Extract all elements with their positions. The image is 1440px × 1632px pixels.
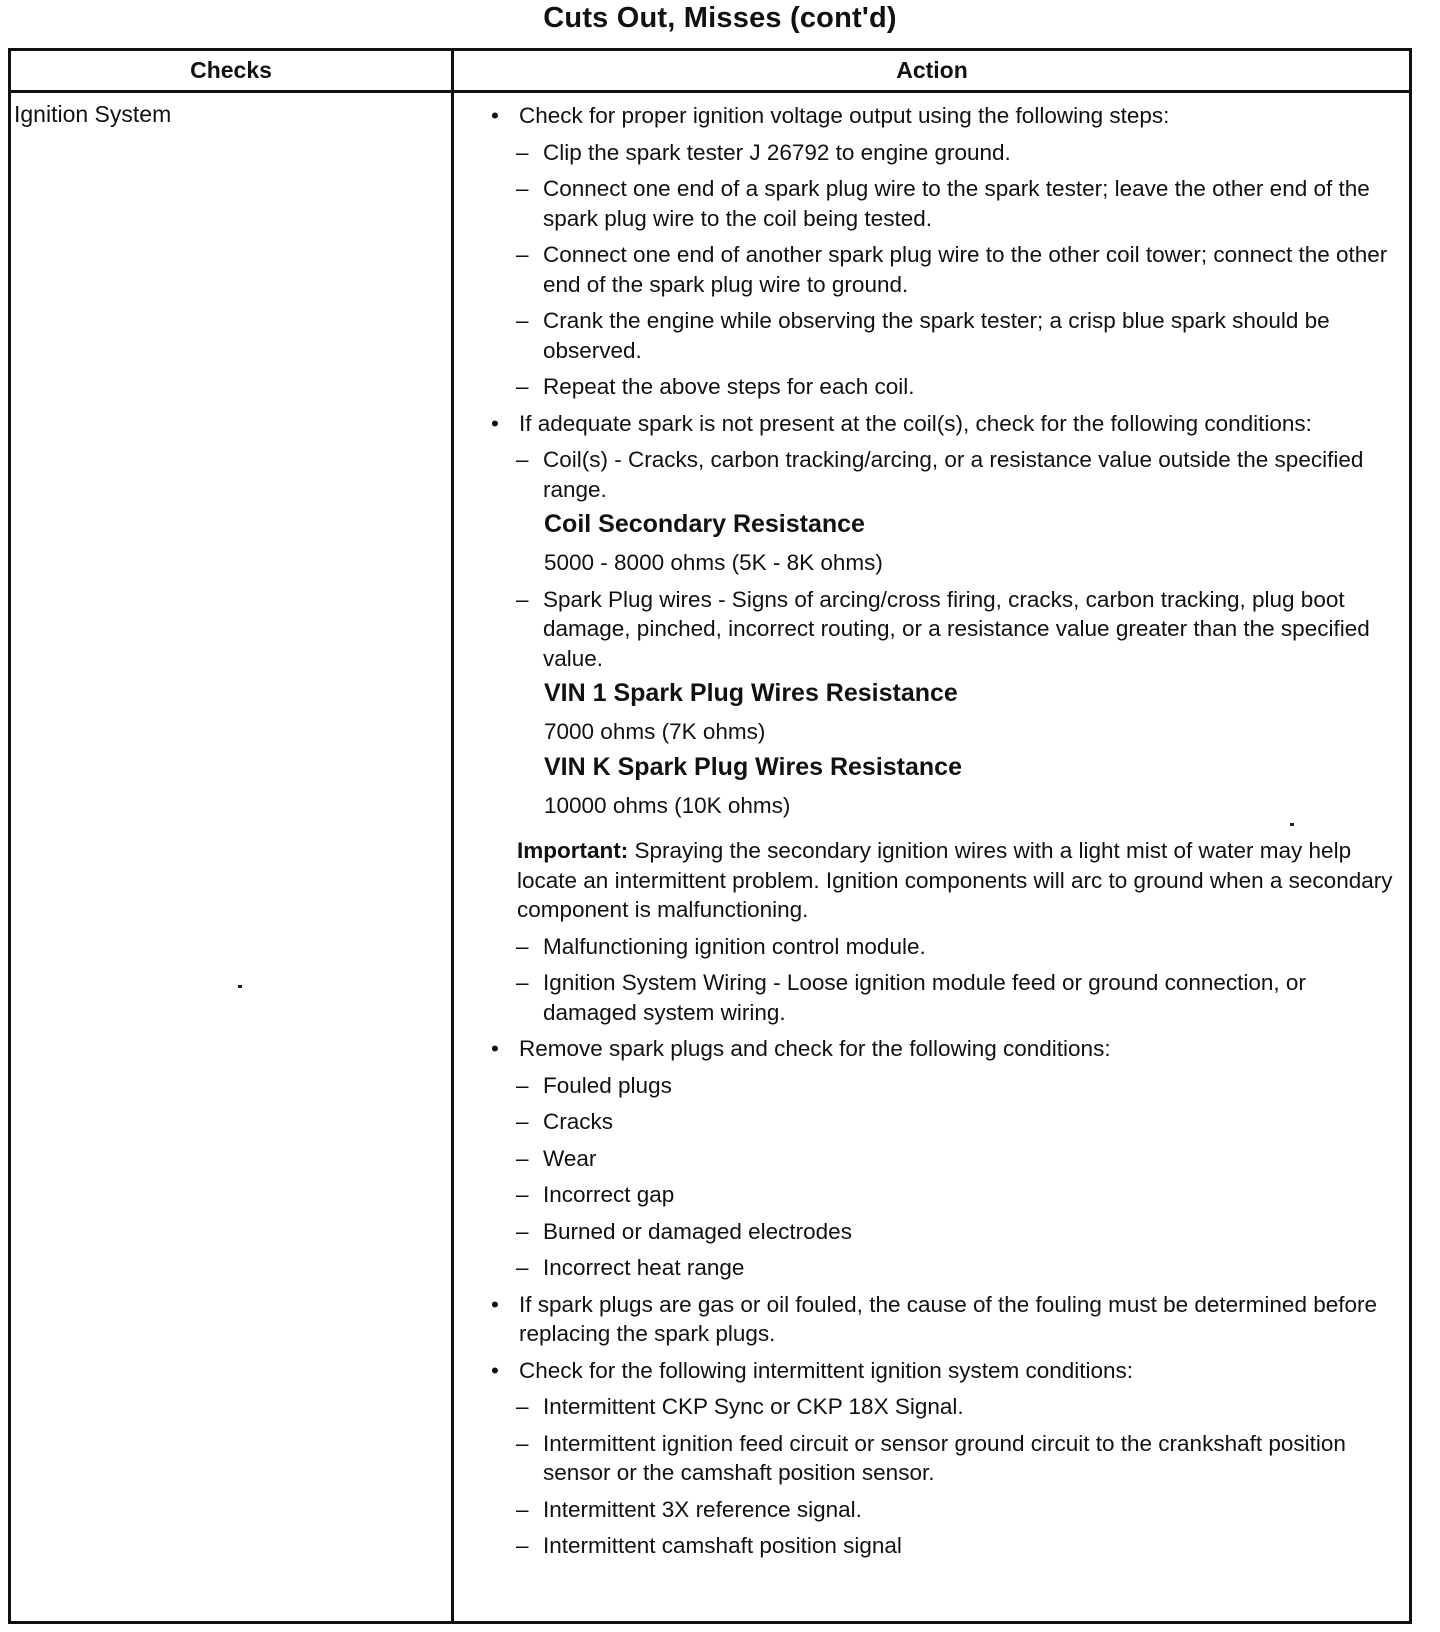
column-divider — [451, 51, 454, 1621]
sub-item: – Connect one end of another spark plug wire to the other coil tower; connect the other end of the spark plug wire to ground. — [487, 240, 1405, 299]
page-title: Cuts Out, Misses (cont'd) — [543, 2, 897, 34]
spec-heading: VIN 1 Spark Plug Wires Resistance — [544, 679, 958, 707]
important-label: Important: — [517, 838, 629, 863]
sub-item: – Burned or damaged electrodes — [487, 1217, 1405, 1247]
sub-item: – Crank the engine while observing the spark tester; a crisp blue spark should be observed. — [487, 306, 1405, 365]
sub-item: – Cracks — [487, 1107, 1405, 1137]
sub-item: – Malfunctioning ignition control module. — [487, 932, 1405, 962]
scan-speck — [238, 985, 242, 988]
sub-item: – Incorrect heat range — [487, 1253, 1405, 1283]
spec-value: 7000 ohms (7K ohms) — [544, 719, 766, 744]
spec-heading: Coil Secondary Resistance — [544, 510, 865, 538]
checks-column-header: Checks — [190, 57, 272, 83]
sub-item: – Clip the spark tester J 26792 to engine ground. — [487, 138, 1405, 168]
action-cell — [487, 101, 1405, 1561]
diagnostic-table — [8, 48, 1412, 1624]
sub-item: – Connect one end of a spark plug wire to the spark tester; leave the other end of the spark plug wire to the coil being tested. — [487, 174, 1405, 233]
sub-item: – Coil(s) - Cracks, carbon tracking/arcing, or a resistance value outside the specified range. — [487, 445, 1405, 504]
bullet-item: • Check for proper ignition voltage output using the following steps: — [487, 101, 1405, 131]
important-note — [487, 836, 1405, 925]
action-column-header: Action — [896, 57, 968, 83]
sub-item: – Repeat the above steps for each coil. — [487, 372, 1405, 402]
bullet-item: • Remove spark plugs and check for the following conditions: — [487, 1034, 1405, 1064]
sub-item: – Intermittent camshaft position signal — [487, 1531, 1405, 1561]
bullet-item: • If spark plugs are gas or oil fouled, the cause of the fouling must be determined before replacing the spark plugs. — [487, 1290, 1405, 1349]
bullet-item: • Check for the following intermittent ignition system conditions: — [487, 1356, 1405, 1386]
spec-value: 5000 - 8000 ohms (5K - 8K ohms) — [544, 550, 883, 575]
scan-speck — [1290, 823, 1294, 826]
spec-heading: VIN K Spark Plug Wires Resistance — [544, 752, 962, 781]
sub-item: – Wear — [487, 1144, 1405, 1174]
sub-item: – Intermittent 3X reference signal. — [487, 1495, 1405, 1525]
sub-item: – Ignition System Wiring - Loose ignition module feed or ground connection, or damaged system wiring. — [487, 968, 1405, 1027]
sub-item: – Intermittent ignition feed circuit or sensor ground circuit to the crankshaft position sensor or the camshaft position sensor. — [487, 1429, 1405, 1488]
sub-item: – Spark Plug wires - Signs of arcing/cross firing, cracks, carbon tracking, plug boot damage, pinched, incorrect routing, or a resistance value greater than the specified value. — [487, 585, 1405, 674]
spec-value: 10000 ohms (10K ohms) — [544, 792, 791, 818]
sub-item: – Incorrect gap — [487, 1180, 1405, 1210]
sub-item: – Fouled plugs — [487, 1071, 1405, 1101]
bullet-item: • If adequate spark is not present at the coil(s), check for the following conditions: — [487, 409, 1405, 439]
sub-item: – Intermittent CKP Sync or CKP 18X Signal. — [487, 1392, 1405, 1422]
important-text: Spraying the secondary ignition wires with a light mist of water may help locate an intermittent problem. Ignition components will arc to ground when a secondary component is malfunctioning. — [517, 838, 1393, 922]
check-cell: Ignition System — [14, 101, 172, 127]
table-header — [11, 51, 1409, 93]
